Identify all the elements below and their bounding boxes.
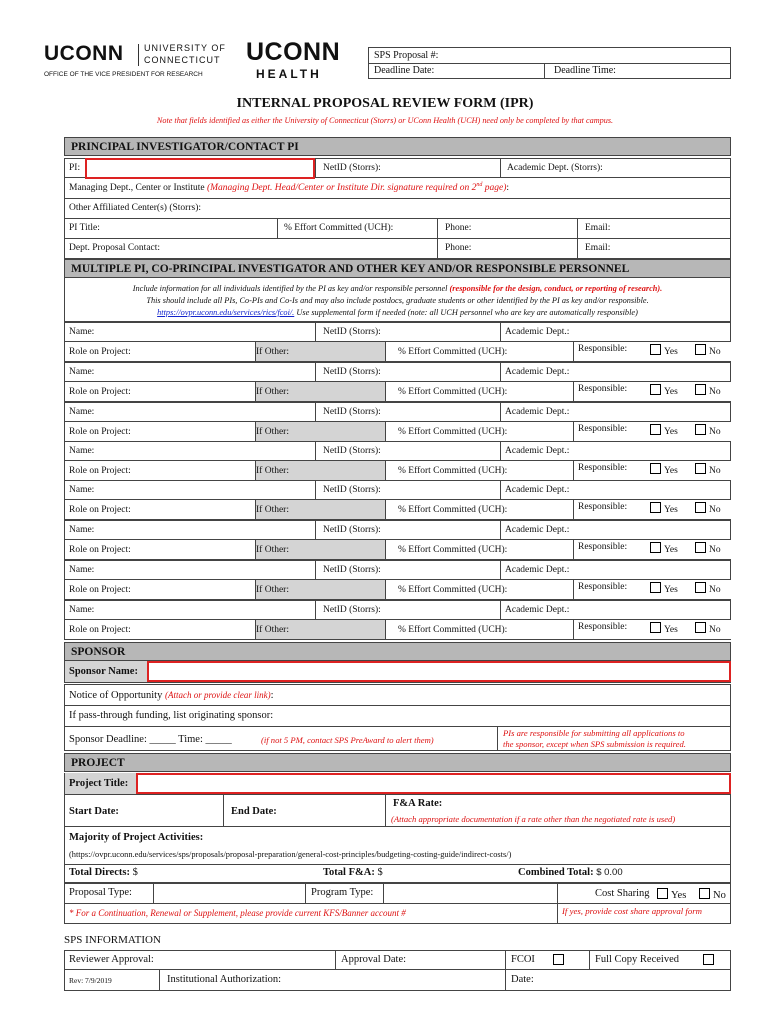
- personnel-netid-field[interactable]: NetID (Storrs):: [323, 446, 381, 456]
- responsible-label: Responsible:: [578, 542, 628, 552]
- project-title-row: Project Title:: [64, 773, 731, 795]
- full-copy-checkbox[interactable]: [703, 954, 717, 967]
- dept-contact-row: [64, 239, 731, 259]
- indirect-costs-link[interactable]: (https://ovpr.uconn.edu/services/sps/proposals/proposal-preparation/general-cost-principles/budgeting-costing-guide/indirect-costs/): [69, 850, 512, 859]
- personnel-effort-field[interactable]: % Effort Committed (UCH):: [398, 585, 508, 595]
- personnel-name-field[interactable]: Name:: [69, 407, 95, 417]
- personnel-role-row: [64, 540, 731, 560]
- program-type-field[interactable]: Program Type:: [311, 887, 374, 898]
- uconn-logo: UCONN: [44, 42, 124, 65]
- combined-total-field: Combined Total: $ 0.00: [518, 867, 623, 878]
- personnel-role-row: [64, 422, 731, 442]
- affiliated-center-row[interactable]: Other Affiliated Center(s) (Storrs):: [64, 199, 731, 219]
- personnel-name-row: [64, 520, 731, 540]
- personnel-name-row: [64, 322, 731, 342]
- responsible-yes-checkbox[interactable]: Yes: [650, 424, 678, 437]
- personnel-acad-dept-field[interactable]: Academic Dept.:: [505, 446, 570, 456]
- sps-info-heading: SPS INFORMATION: [64, 934, 161, 946]
- responsible-label: Responsible:: [578, 622, 628, 632]
- sps-reviewer-row: [64, 950, 731, 970]
- sponsor-deadline-row: Sponsor Deadline: _____ Time: _____ (if not 5 PM, contact SPS PreAward to alert them) PIs are responsible for submitting all applications to the sponsor, except when SPS submission is required.: [64, 727, 731, 751]
- personnel-effort-field[interactable]: % Effort Committed (UCH):: [398, 387, 508, 397]
- sponsor-section-heading: SPONSOR: [64, 642, 731, 661]
- responsible-yes-checkbox[interactable]: Yes: [650, 384, 678, 397]
- responsible-yes-checkbox[interactable]: Yes: [650, 622, 678, 635]
- cost-sharing-no[interactable]: No: [699, 888, 726, 901]
- pi-netid-field[interactable]: NetID (Storrs):: [323, 163, 381, 173]
- role-on-project-field[interactable]: Role on Project:: [69, 505, 131, 515]
- totals-row: [64, 865, 731, 883]
- if-other-field[interactable]: If Other:: [256, 585, 289, 595]
- personnel-acad-dept-field[interactable]: Academic Dept.:: [505, 327, 570, 337]
- project-section-heading: PROJECT: [64, 753, 731, 772]
- personnel-name-field[interactable]: Name:: [69, 446, 95, 456]
- cost-share-note: If yes, provide cost share approval form: [562, 906, 702, 916]
- proposal-type-field[interactable]: Proposal Type:: [69, 887, 132, 898]
- personnel-name-field[interactable]: Name:: [69, 367, 95, 377]
- responsible-no-checkbox[interactable]: No: [695, 344, 721, 357]
- personnel-name-row: [64, 402, 731, 422]
- personnel-netid-field[interactable]: NetID (Storrs):: [323, 565, 381, 575]
- responsible-yes-checkbox[interactable]: Yes: [650, 582, 678, 595]
- personnel-netid-field[interactable]: NetID (Storrs):: [323, 605, 381, 615]
- logo-office: OFFICE OF THE VICE PRESIDENT FOR RESEARCH: [44, 71, 203, 78]
- total-directs-field[interactable]: Total Directs: $: [69, 867, 138, 878]
- personnel-name-field[interactable]: Name:: [69, 565, 95, 575]
- responsible-no-checkbox[interactable]: No: [695, 424, 721, 437]
- logo-connecticut: CONNECTICUT: [144, 55, 221, 65]
- personnel-effort-field[interactable]: % Effort Committed (UCH):: [398, 625, 508, 635]
- responsible-label: Responsible:: [578, 582, 628, 592]
- personnel-netid-field[interactable]: NetID (Storrs):: [323, 327, 381, 337]
- responsible-no-checkbox[interactable]: No: [695, 384, 721, 397]
- personnel-acad-dept-field[interactable]: Academic Dept.:: [505, 485, 570, 495]
- personnel-role-row: [64, 382, 731, 402]
- full-copy-label: Full Copy Received: [595, 954, 679, 965]
- personnel-role-row: [64, 342, 731, 362]
- pi-phone-field[interactable]: Phone:: [445, 223, 472, 233]
- cost-sharing-label: Cost Sharing: [595, 888, 650, 899]
- responsible-yes-checkbox[interactable]: Yes: [650, 542, 678, 555]
- sps-proposal-field[interactable]: SPS Proposal #:: [374, 50, 439, 61]
- role-on-project-field[interactable]: Role on Project:: [69, 427, 131, 437]
- responsible-label: Responsible:: [578, 424, 628, 434]
- logo-health: HEALTH: [256, 67, 322, 81]
- responsible-no-checkbox[interactable]: No: [695, 542, 721, 555]
- sponsor-name-input[interactable]: [147, 661, 731, 682]
- responsible-no-checkbox[interactable]: No: [695, 582, 721, 595]
- personnel-effort-field[interactable]: % Effort Committed (UCH):: [398, 427, 508, 437]
- personnel-name-row: [64, 600, 731, 620]
- auth-date-field[interactable]: Date:: [511, 974, 534, 985]
- role-on-project-field[interactable]: Role on Project:: [69, 545, 131, 555]
- uconn-health-logo: UCONN: [246, 38, 341, 66]
- pi-submission-note: PIs are responsible for submitting all applications to: [503, 728, 685, 738]
- if-other-field[interactable]: If Other:: [256, 466, 289, 476]
- personnel-name-row: [64, 560, 731, 580]
- personnel-effort-field[interactable]: % Effort Committed (UCH):: [398, 505, 508, 515]
- pi-row: PI: NetID (Storrs): Academic Dept. (Storrs):: [64, 158, 731, 178]
- dates-row: Start Date: End Date: F&A Rate: (Attach appropriate documentation if a rate other than the negotiated rate is used): [64, 795, 731, 827]
- personnel-role-row: [64, 461, 731, 481]
- pi-section-heading: PRINCIPAL INVESTIGATOR/CONTACT PI: [64, 137, 731, 156]
- reviewer-approval-field[interactable]: Reviewer Approval:: [69, 954, 154, 965]
- personnel-acad-dept-field[interactable]: Academic Dept.:: [505, 367, 570, 377]
- personnel-role-row: [64, 620, 731, 640]
- deadline-time-field[interactable]: Deadline Time:: [554, 65, 616, 76]
- multi-pi-section-heading: MULTIPLE PI, CO-PRINCIPAL INVESTIGATOR AND OTHER KEY AND/OR RESPONSIBLE PERSONNEL: [64, 259, 731, 278]
- pi-effort-field[interactable]: % Effort Committed (UCH):: [284, 223, 394, 233]
- continuation-row: [64, 904, 731, 924]
- personnel-netid-field[interactable]: NetID (Storrs):: [323, 485, 381, 495]
- personnel-acad-dept-field[interactable]: Academic Dept.:: [505, 407, 570, 417]
- fcoi-checkbox[interactable]: [553, 954, 567, 967]
- sps-header-box: [368, 47, 731, 79]
- deadline-date-field[interactable]: Deadline Date:: [374, 65, 435, 76]
- personnel-name-row: [64, 480, 731, 500]
- if-other-field[interactable]: If Other:: [256, 545, 289, 555]
- managing-dept-row[interactable]: Managing Dept., Center or Institute (Managing Dept. Head/Center or Institute Dir. signature required on 2nd page):: [64, 178, 731, 199]
- responsible-yes-checkbox[interactable]: Yes: [650, 344, 678, 357]
- personnel-netid-field[interactable]: NetID (Storrs):: [323, 407, 381, 417]
- sponsor-deadline-field[interactable]: Sponsor Deadline: _____ Time: _____: [69, 734, 232, 745]
- personnel-acad-dept-field[interactable]: Academic Dept.:: [505, 525, 570, 535]
- sponsor-name-row: Sponsor Name:: [64, 661, 731, 683]
- cost-sharing-yes[interactable]: Yes: [657, 888, 686, 901]
- pi-title-field[interactable]: PI Title:: [69, 223, 100, 233]
- role-on-project-field[interactable]: Role on Project:: [69, 585, 131, 595]
- personnel-effort-field[interactable]: % Effort Committed (UCH):: [398, 545, 508, 555]
- if-other-field[interactable]: If Other:: [256, 427, 289, 437]
- logo-divider: [138, 44, 139, 66]
- personnel-effort-field[interactable]: % Effort Committed (UCH):: [398, 347, 508, 357]
- responsible-label: Responsible:: [578, 344, 628, 354]
- if-other-field[interactable]: If Other:: [256, 625, 289, 635]
- personnel-netid-field[interactable]: NetID (Storrs):: [323, 525, 381, 535]
- personnel-netid-field[interactable]: NetID (Storrs):: [323, 367, 381, 377]
- revision-date: Rev: 7/9/2019: [69, 976, 112, 985]
- personnel-acad-dept-field[interactable]: Academic Dept.:: [505, 605, 570, 615]
- campus-note: Note that fields identified as either the University of Connecticut (Storrs) or UConn Health (UCH) need only be completed by that campus.: [156, 116, 614, 125]
- responsible-no-checkbox[interactable]: No: [695, 463, 721, 476]
- personnel-name-field[interactable]: Name:: [69, 485, 95, 495]
- responsible-yes-checkbox[interactable]: Yes: [650, 463, 678, 476]
- fcoi-label: FCOI: [511, 954, 535, 965]
- responsible-no-checkbox[interactable]: No: [695, 502, 721, 515]
- personnel-effort-field[interactable]: % Effort Committed (UCH):: [398, 466, 508, 476]
- responsible-no-checkbox[interactable]: No: [695, 622, 721, 635]
- role-on-project-field[interactable]: Role on Project:: [69, 387, 131, 397]
- if-other-field[interactable]: If Other:: [256, 347, 289, 357]
- pi-email-field[interactable]: Email:: [585, 223, 611, 233]
- personnel-role-row: [64, 500, 731, 520]
- responsible-label: Responsible:: [578, 463, 628, 473]
- contact-email-field[interactable]: Email:: [585, 243, 611, 253]
- multi-pi-intro: Include information for all individuals identified by the PI as key and/or responsible personnel (responsible for the design, conduct, or reporting of research). This should include all PIs, Co-PIs and Co-Is and may also include postdocs, graduate students or other identified by the PI as key and/or responsible. https://ovpr.uconn.edu/services/rics/fcoi/. Use supplemental form if needed (note: all UCH personnel who are key are automatically responsible): [64, 278, 731, 322]
- if-other-field[interactable]: If Other:: [256, 387, 289, 397]
- sps-auth-row: [64, 970, 731, 991]
- personnel-name-row: [64, 362, 731, 382]
- pi-acad-dept-field[interactable]: Academic Dept. (Storrs):: [507, 163, 603, 173]
- proposal-type-row: [64, 883, 731, 904]
- project-title-input[interactable]: [136, 773, 731, 794]
- start-date-field[interactable]: Start Date:: [69, 806, 119, 817]
- approval-date-field[interactable]: Approval Date:: [341, 954, 407, 965]
- personnel-name-field[interactable]: Name:: [69, 525, 95, 535]
- pi-input[interactable]: [85, 158, 315, 179]
- personnel-acad-dept-field[interactable]: Academic Dept.:: [505, 565, 570, 575]
- personnel-name-row: [64, 441, 731, 461]
- role-on-project-field[interactable]: Role on Project:: [69, 625, 131, 635]
- form-title: INTERNAL PROPOSAL REVIEW FORM (IPR): [236, 96, 534, 111]
- personnel-role-row: [64, 580, 731, 600]
- fcoi-link[interactable]: https://ovpr.uconn.edu/services/rics/fcoi/.: [157, 308, 295, 317]
- majority-activities-row[interactable]: Majority of Project Activities: (https://ovpr.uconn.edu/services/sps/proposals/proposal-preparation/general-cost-principles/budgeting-costing-guide/indirect-costs/): [64, 827, 731, 865]
- pass-through-row[interactable]: If pass-through funding, list originating sponsor:: [64, 706, 731, 727]
- institutional-authorization-field[interactable]: Institutional Authorization:: [167, 974, 282, 985]
- dept-contact-field[interactable]: Dept. Proposal Contact:: [69, 243, 161, 253]
- responsible-label: Responsible:: [578, 384, 628, 394]
- logo-university-of: UNIVERSITY OF: [144, 43, 226, 53]
- responsible-label: Responsible:: [578, 502, 628, 512]
- role-on-project-field[interactable]: Role on Project:: [69, 466, 131, 476]
- personnel-name-field[interactable]: Name:: [69, 327, 95, 337]
- personnel-name-field[interactable]: Name:: [69, 605, 95, 615]
- notice-of-opportunity-row[interactable]: Notice of Opportunity (Attach or provide clear link):: [64, 684, 731, 706]
- end-date-field[interactable]: End Date:: [231, 806, 277, 817]
- total-fa-field[interactable]: Total F&A: $: [323, 867, 383, 878]
- fa-rate-field[interactable]: F&A Rate:: [393, 798, 443, 809]
- pi-title-row: [64, 219, 731, 239]
- responsible-yes-checkbox[interactable]: Yes: [650, 502, 678, 515]
- continuation-note[interactable]: * For a Continuation, Renewal or Supplement, please provide current KFS/Banner account #: [69, 908, 406, 918]
- contact-phone-field[interactable]: Phone:: [445, 243, 472, 253]
- role-on-project-field[interactable]: Role on Project:: [69, 347, 131, 357]
- if-other-field[interactable]: If Other:: [256, 505, 289, 515]
